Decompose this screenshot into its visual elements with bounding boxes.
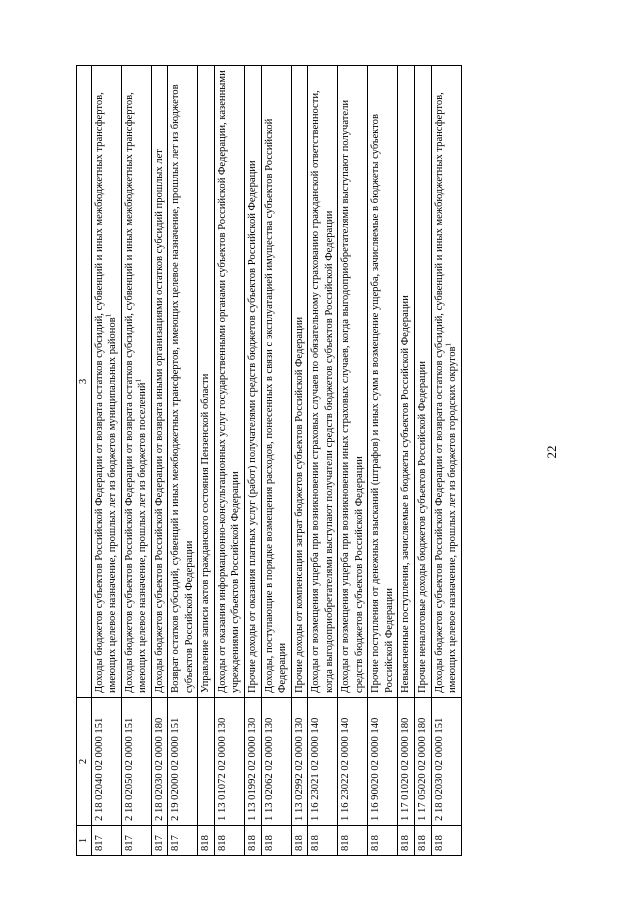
- budget-code-cell: 1 13 01072 02 0000 130: [214, 698, 244, 826]
- description-text: Прочие неналоговые доходы бюджетов субъектов Российской Федерации: [417, 361, 429, 693]
- table-row: [398, 66, 415, 856]
- table-row: [291, 66, 308, 856]
- table-row: [245, 66, 262, 856]
- budget-code-cell: 1 16 90020 02 0000 140: [368, 698, 398, 826]
- description-cell: [368, 66, 398, 698]
- admin-code-cell: 818: [308, 826, 338, 856]
- table-row: [368, 66, 398, 856]
- description-text: Возврат остатков субсидий, субвенций и иных межбюджетных трансфертов, имеющих целевое назначение, прошлых лет из бюджетов субъектов Российской Федерации: [170, 84, 195, 693]
- description-cell: [338, 66, 368, 698]
- description-cell: [214, 66, 244, 698]
- footnote-marker: 1: [444, 342, 453, 347]
- description-text: Управление записи актов гражданского состояния Пензенской области: [200, 373, 212, 693]
- page-number: 22: [544, 445, 559, 459]
- section-row: [198, 66, 215, 856]
- description-text: Доходы бюджетов субъектов Российской Федерации от возврата остатков субсидий, субвенций и иных межбюджетных трансфертов, имеющих целевое назначение, прошлых лет из бюджетов городских округов: [433, 92, 459, 693]
- admin-code-cell: 817: [121, 826, 151, 856]
- budget-code-cell: 1 16 23021 02 0000 140: [308, 698, 338, 826]
- description-cell: [91, 66, 121, 698]
- budget-code-cell: 2 18 02050 02 0000 151: [121, 698, 151, 826]
- admin-code-cell: 818: [415, 826, 432, 856]
- table-row: [151, 66, 168, 856]
- budget-code-cell: 1 13 02992 02 0000 130: [291, 698, 308, 826]
- budget-code-cell: 1 17 01020 02 0000 180: [398, 698, 415, 826]
- rotated-sheet: [76, 66, 556, 856]
- description-text: Невыясненные поступления, зачисляемые в бюджеты субъектов Российской Федерации: [400, 295, 412, 693]
- description-text: Доходы от возмещения ущерба при возникновении страховых случаев по обязательному страхованию гражданской ответственности, когда выгодоприобретателями выступают получатели средств бюджетов субъектов Российской Федерации: [310, 90, 335, 693]
- description-cell: [308, 66, 338, 698]
- description-cell: [121, 66, 151, 698]
- admin-code-cell: 817: [168, 826, 198, 856]
- table-row: [168, 66, 198, 856]
- column-header: 2: [77, 698, 92, 826]
- table-row: [415, 66, 432, 856]
- budget-code-cell: 1 16 23022 02 0000 140: [338, 698, 368, 826]
- budget-code-cell: 2 18 02030 02 0000 151: [431, 698, 461, 826]
- admin-code-cell: 818: [261, 826, 291, 856]
- description-text: Доходы, поступающие в порядке возмещения расходов, понесенных в связи с эксплуатацией имущества субъектов Российской Федерации: [263, 118, 289, 693]
- description-cell: [261, 66, 291, 698]
- table-row: [121, 66, 151, 856]
- admin-code-cell: 818: [338, 826, 368, 856]
- table-row: [338, 66, 368, 856]
- admin-code-cell: 817: [151, 826, 168, 856]
- revenue-table: [76, 65, 462, 856]
- description-cell: [245, 66, 262, 698]
- admin-code-cell: 818: [368, 826, 398, 856]
- budget-code-cell: 2 19 02000 02 0000 151: [168, 698, 198, 826]
- budget-code-cell: 2 18 02030 02 0000 180: [151, 698, 168, 826]
- budget-code-cell: 1 13 01992 02 0000 130: [245, 698, 262, 826]
- budget-code-cell: [198, 698, 215, 826]
- description-cell: [151, 66, 168, 698]
- budget-code-cell: 1 17 05020 02 0000 180: [415, 698, 432, 826]
- description-text: Прочие поступления от денежных взысканий (штрафов) и иных сумм в возмещение ущерба, зачисляемые в бюджеты субъектов Российской Федерации: [370, 114, 395, 693]
- admin-code-cell: 817: [91, 826, 121, 856]
- column-header: 1: [77, 826, 92, 856]
- table-row: [91, 66, 121, 856]
- admin-code-cell: 818: [398, 826, 415, 856]
- admin-code-cell: 818: [291, 826, 308, 856]
- description-cell: [168, 66, 198, 698]
- admin-code-cell: 818: [198, 826, 215, 856]
- budget-code-cell: 2 18 02040 02 0000 151: [91, 698, 121, 826]
- description-cell: [398, 66, 415, 698]
- description-cell: [291, 66, 308, 698]
- budget-code-cell: 1 13 02062 02 0000 130: [261, 698, 291, 826]
- description-cell: [415, 66, 432, 698]
- description-text: Прочие доходы от оказания платных услуг (работ) получателями средств бюджетов субъектов Российской Федерации: [247, 160, 259, 693]
- table-row: [261, 66, 291, 856]
- table-row: [214, 66, 244, 856]
- admin-code-cell: 818: [214, 826, 244, 856]
- description-text: Доходы бюджетов субъектов Российской Федерации от возврата иными организациями остатков субсидий прошлых лет: [153, 149, 165, 693]
- footnote-marker: 1: [104, 313, 113, 318]
- admin-code-cell: 818: [245, 826, 262, 856]
- column-header: 3: [77, 66, 92, 698]
- description-cell: [431, 66, 461, 698]
- description-text: Доходы бюджетов субъектов Российской Федерации от возврата остатков субсидий, субвенций и иных межбюджетных трансфертов, имеющих целевое назначение, прошлых лет из бюджетов муниципальных районов: [93, 92, 119, 693]
- description-text: Доходы от оказания информационно-консультационных услуг государственными органами субъектов Российской Федерации, казенными учреждениями субъектов Российской Федерации: [216, 70, 242, 693]
- table-row: [431, 66, 461, 856]
- description-text: Доходы бюджетов субъектов Российской Федерации от возврата остатков субсидий, субвенций и иных межбюджетных трансфертов, имеющих целевое назначение, прошлых лет из бюджетов поселений: [123, 92, 149, 693]
- description-text: Доходы от возмещения ущерба при возникновении иных страховых случаев, когда выгодоприобретателями выступают получатели средств бюджетов субъектов Российской Федерации: [340, 99, 365, 693]
- table-header-row: [77, 66, 92, 856]
- description-text: Прочие доходы от компенсации затрат бюджетов субъектов Российской Федерации: [293, 316, 305, 693]
- admin-code-cell: 818: [431, 826, 461, 856]
- footnote-marker: 1: [134, 379, 143, 383]
- section-title-cell: [198, 66, 215, 698]
- table-row: [308, 66, 338, 856]
- table-body: [91, 66, 461, 856]
